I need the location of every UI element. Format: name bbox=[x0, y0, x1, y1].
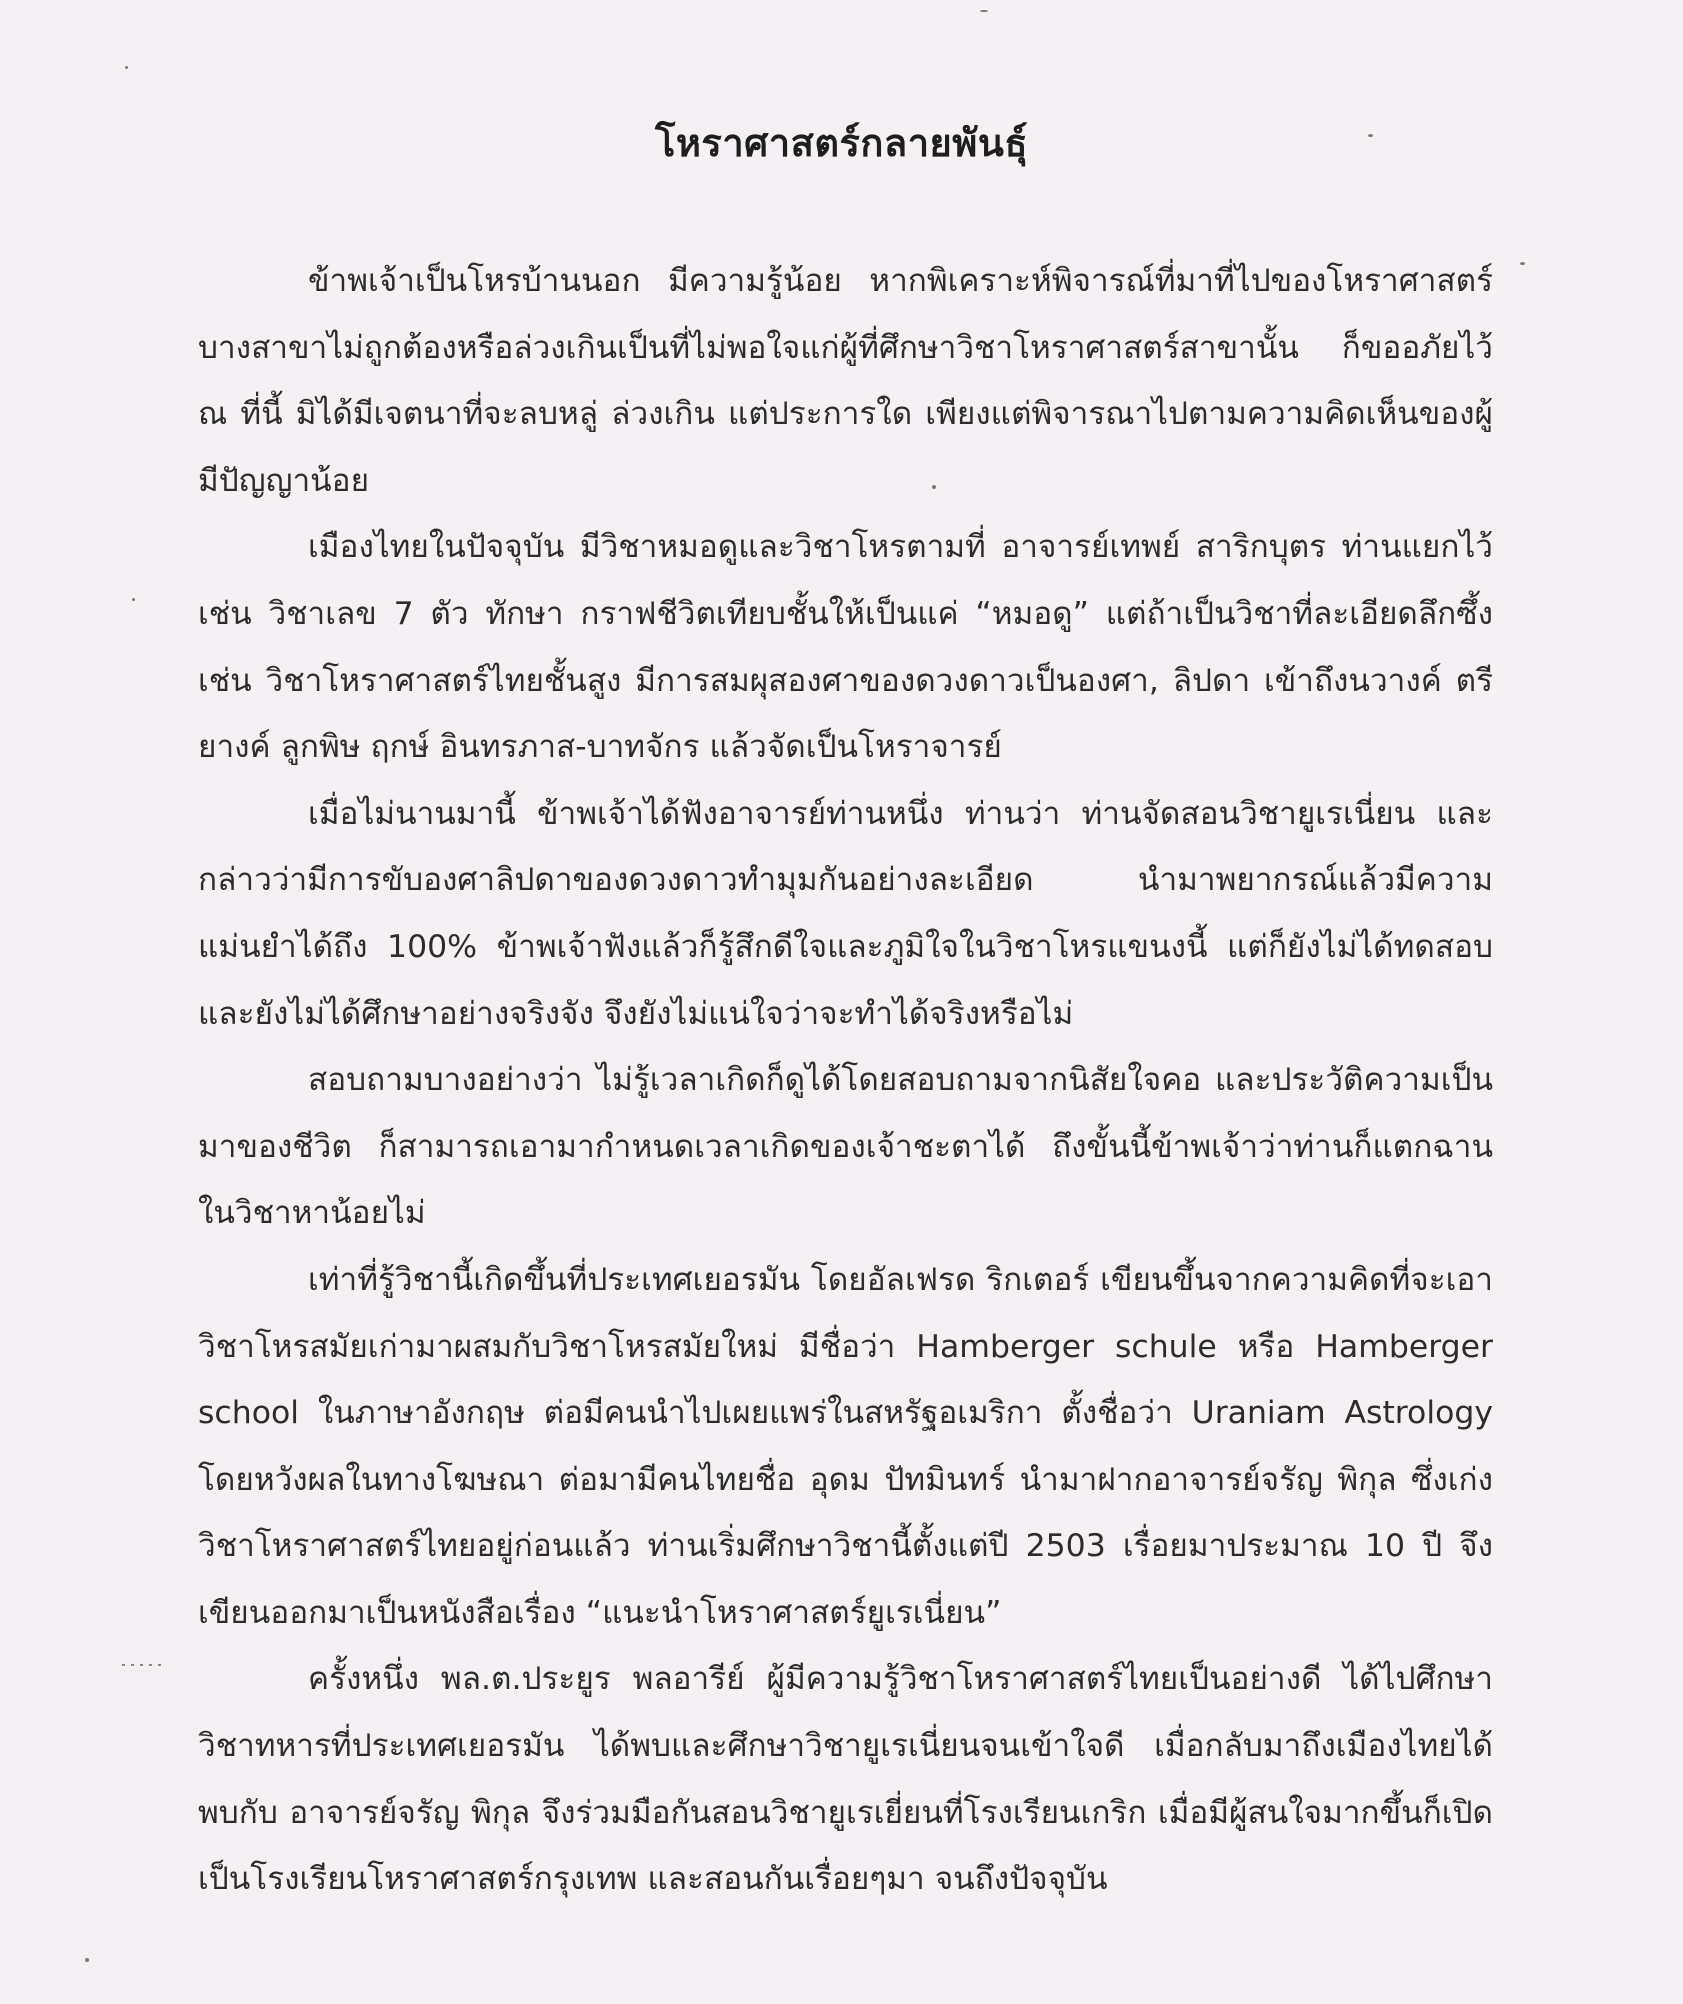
scan-speck bbox=[1520, 262, 1525, 265]
paragraph-1: ข้าพเจ้าเป็นโหรบ้านนอก มีความรู้น้อย หากพิเคราะห์พิจารณ์ที่มาที่ไปของโหราศาสตร์บางสาขาไม่ถูกต้องหรือล่วงเกินเป็นที่ไม่พอใจแก่ผู้ที่ศึกษาวิชาโหราศาสตร์สาขานั้น ก็ขออภัยไว้ ณ ที่นี้ มิได้มีเจตนาที่จะลบหลู่ ล่วงเกิน แต่ประการใด เพียงแต่พิจารณาไปตามความคิดเห็นของผู้มีปัญญาน้อย bbox=[198, 263, 1493, 499]
scan-speck bbox=[132, 598, 135, 601]
paragraph-4: สอบถามบางอย่างว่า ไม่รู้เวลาเกิดก็ดูได้โดยสอบถามจากนิสัยใจคอ และประวัติความเป็นมาของชีวิต ก็สามารถเอามากำหนดเวลาเกิดของเจ้าชะตาได้ ถึงขั้นนี้ข้าพเจ้าว่าท่านก็แตกฉานในวิชาหาน้อยไม่ bbox=[198, 1062, 1493, 1232]
scan-speck bbox=[980, 10, 988, 12]
scan-speck bbox=[85, 1958, 89, 1962]
paragraph-2: เมืองไทยในปัจจุบัน มีวิชาหมอดูและวิชาโหรตามที่ อาจารย์เทพย์ สาริกบุตร ท่านแยกไว้ เช่น วิชาเลข 7 ตัว ทักษา กราฟชีวิตเทียบชั้นให้เป็นแค่ “หมอดู” แต่ถ้าเป็นวิชาที่ละเอียดลึกซึ้ง เช่น วิชาโหราศาสตร์ไทยชั้นสูง มีการสมผุสองศาของดวงดาวเป็นองศา, ลิปดา เข้าถึงนวางค์ ตรียางค์ ลูกพิษ ฤกษ์ อินทรภาส-บาทจักร แล้วจัดเป็นโหราจารย์ bbox=[198, 529, 1493, 766]
paragraph-6: ครั้งหนึ่ง พล.ต.ประยูร พลอารีย์ ผู้มีความรู้วิชาโหราศาสตร์ไทยเป็นอย่างดี ได้ไปศึกษาวิชาทหารที่ประเทศเยอรมัน ได้พบและศึกษาวิชายูเรเนี่ยนจนเข้าใจดี เมื่อกลับมาถึงเมืองไทยได้พบกับ อาจารย์จรัญ พิกุล จึงร่วมมือกันสอนวิชายูเรเยี่ยนที่โรงเรียนเกริก เมื่อมีผู้สนใจมากขึ้นก็เปิดเป็นโรงเรียนโหราศาสตร์กรุงเทพ และสอนกันเรื่อยๆมา จนถึงปัจจุบัน bbox=[198, 1661, 1493, 1898]
body-text bbox=[198, 248, 1493, 1913]
scan-speck bbox=[125, 66, 128, 69]
scan-speck bbox=[122, 1664, 162, 1666]
paragraph-5: เท่าที่รู้วิชานี้เกิดขึ้นที่ประเทศเยอรมัน โดยอัลเฟรด ริกเตอร์ เขียนขึ้นจากความคิดที่จะเอาวิชาโหรสมัยเก่ามาผสมกับวิชาโหรสมัยใหม่ มีชื่อว่า Hamberger schule หรือ Hamberger school ในภาษาอังกฤษ ต่อมีคนนำไปเผยแพร่ในสหรัฐอเมริกา ตั้งชื่อว่า Uraniam Astrology โดยหวังผลในทางโฆษณา ต่อมามีคนไทยชื่อ อุดม ปัทมินทร์ นำมาฝากอาจารย์จรัญ พิกุล ซึ่งเก่งวิชาโหราศาสตร์ไทยอยู่ก่อนแล้ว ท่านเริ่มศึกษาวิชานี้ตั้งแต่ปี 2503 เรื่อยมาประมาณ 10 ปี จึงเขียนออกมาเป็นหนังสือเรื่อง “แนะนำโหราศาสตร์ยูเรเนี่ยน” bbox=[198, 1261, 1493, 1631]
page-title: โหราศาสตร์กลายพันธุ์ bbox=[654, 121, 1029, 165]
paragraph-3: เมื่อไม่นานมานี้ ข้าพเจ้าได้ฟังอาจารย์ท่านหนึ่ง ท่านว่า ท่านจัดสอนวิชายูเรเนี่ยน และกล่าวว่ามีการขับองศาลิปดาของดวงดาวทำมุมกันอย่างละเอียด นำมาพยากรณ์แล้วมีความแม่นยำได้ถึง 100% ข้าพเจ้าฟังแล้วก็รู้สึกดีใจและภูมิใจในวิชาโหรแขนงนี้ แต่ก็ยังไม่ได้ทดสอบและยังไม่ได้ศึกษาอย่างจริงจัง จึงยังไม่แน่ใจว่าจะทำได้จริงหรือไม่ bbox=[198, 795, 1493, 1032]
